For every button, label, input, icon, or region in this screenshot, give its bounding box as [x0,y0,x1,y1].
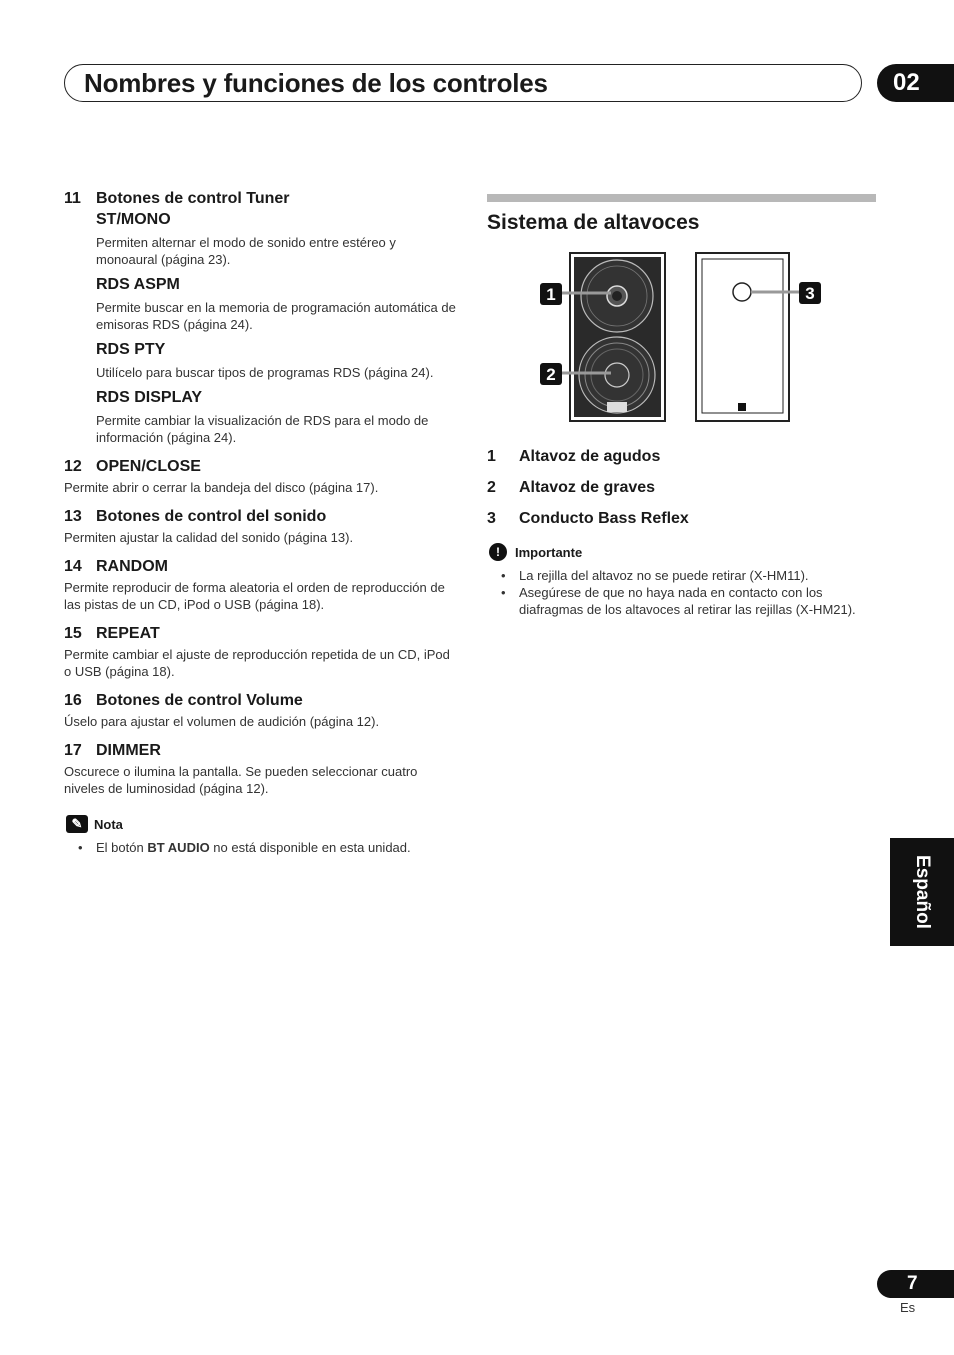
important-item: • Asegúrese de que no haya nada en contacto con los diafragmas de los altavoces al retirar las rejillas (X-HM21). [487,584,876,618]
item-desc: Oscurece o ilumina la pantalla. Se pueden seleccionar cuatro niveles de luminosidad (página 12). [64,764,418,796]
language-tab-label: Español [912,855,933,929]
page-language-code: Es [900,1300,916,1315]
callout-3 [799,282,821,304]
subitem-desc: Permite cambiar la visualización de RDS para el modo de información (página 24). [96,413,429,445]
item-title: DIMMER [96,742,161,759]
important-label: Importante [515,544,583,560]
subitem-title: RDS PTY [96,341,166,358]
item-17 [64,740,459,797]
item-13 [64,506,459,546]
item-number: 11 [64,190,81,207]
part-number: 2 [487,479,496,496]
item-14 [64,556,459,613]
part-item [487,477,876,498]
subitem-title: RDS DISPLAY [96,389,203,406]
parts-list [487,446,876,529]
pencil-icon: ✎ [66,815,88,833]
important-item: • La rejilla del altavoz no se puede retirar (X-HM11). [487,567,876,584]
item-number: 15 [64,625,82,642]
note-text-post: no está disponible en esta unidad. [209,840,411,855]
part-item [487,446,876,467]
part-label: Altavoz de agudos [519,448,661,465]
page-title: Nombres y funciones de los controles [84,68,548,98]
item-title: Botones de control del sonido [96,508,327,525]
callout-number: 2 [546,365,556,384]
note-text-bold: BT AUDIO [147,840,210,855]
part-label: Altavoz de graves [519,479,656,496]
callout-2 [540,363,562,385]
item-12 [64,456,459,496]
item-number: 16 [64,692,82,709]
section-title: Sistema de altavoces [487,211,700,234]
part-item [487,508,876,529]
note-label: Nota [94,816,123,832]
language-tab [890,838,954,946]
subitem-desc: Permiten alternar el modo de sonido entre estéreo y monoaural (página 23). [96,235,396,267]
part-number: 3 [487,510,496,527]
item-15 [64,623,459,680]
item-11 [64,188,459,446]
chapter-badge: 02 [877,64,954,102]
callout-number: 3 [805,284,815,303]
item-number: 12 [64,458,82,475]
note-list [64,839,459,856]
speaker-rear [696,253,789,421]
left-column [64,188,459,856]
item-title: Botones de control Volume [96,692,303,709]
note-text-pre: El botón [96,840,148,855]
item-number: 13 [64,508,82,525]
callout-1 [540,283,562,305]
subitem-desc: Utilícelo para buscar tipos de programas RDS (página 24). [96,365,434,380]
part-number: 1 [487,448,496,465]
item-desc: Permiten ajustar la calidad del sonido (página 13). [64,530,354,545]
item-number: 17 [64,742,82,759]
important-list [487,567,876,618]
subitem-title: ST/MONO [96,211,171,228]
item-desc: Permite abrir o cerrar la bandeja del disco (página 17). [64,480,379,495]
subitem-title: RDS ASPM [96,276,180,293]
item-desc: Permite cambiar el ajuste de reproducción repetida de un CD, iPod o USB (página 18). [64,647,450,679]
item-title: OPEN/CLOSE [96,458,201,475]
right-column [487,188,876,618]
section-divider [487,194,876,202]
speaker-diagram [487,252,876,424]
item-desc: Úselo para ajustar el volumen de audición (página 12). [64,714,380,729]
item-title: Botones de control Tuner [96,190,290,207]
item-title: REPEAT [96,625,160,642]
page-number: 7 [877,1270,954,1298]
subitem-desc: Permite buscar en la memoria de programación automática de emisoras RDS (página 24). [96,300,456,332]
important-icon: ! [489,543,507,561]
item-16 [64,690,459,730]
speaker-front [570,253,665,421]
note-heading [64,815,459,833]
part-label: Conducto Bass Reflex [519,510,689,527]
callout-number: 1 [546,285,556,304]
important-heading [487,543,876,561]
note-item [64,839,459,856]
item-number: 14 [64,558,82,575]
item-title: RANDOM [96,558,168,575]
item-desc: Permite reproducir de forma aleatoria el orden de reproducción de las pistas de un CD, iPod o USB (página 18). [64,580,445,612]
